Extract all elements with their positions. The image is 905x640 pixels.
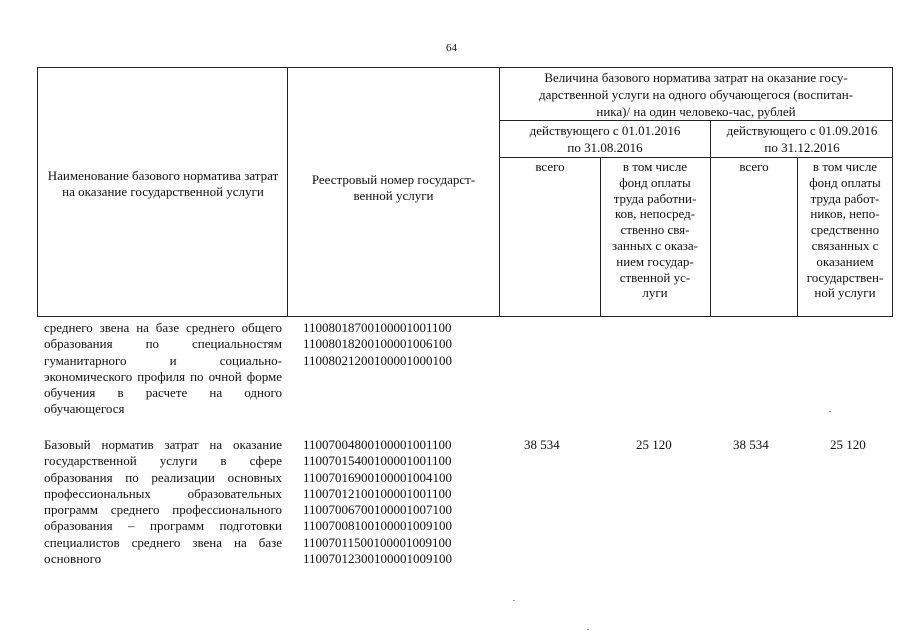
registry-code: 11007016900100001004100 <box>303 469 453 485</box>
registry-code: 11007008100100001009100 <box>303 518 453 534</box>
page-number: 64 <box>446 42 457 54</box>
row-2-incl-period-1: 25 120 <box>636 437 672 452</box>
row-2-name: Базовый норматив затрат на оказание государственной услуги в сфере образования по реализации основных профессиональных образовательных программ среднего профессионального образования – программ подготовки специалистов среднего звена на базе основного <box>44 437 282 567</box>
header-period-2: действующего с 01.09.2016 по 31.12.2016 <box>726 123 878 155</box>
registry-code: 11007015400100001001100 <box>303 453 452 469</box>
registry-code: 11007011500100001009100 <box>303 534 452 550</box>
col-divider-name-registry <box>287 67 288 317</box>
scan-speck <box>513 600 515 601</box>
header-name-column: Наименование базового норматива затрат на оказание государственной услуги <box>47 168 279 199</box>
row-2-total-period-2: 38 534 <box>733 437 769 452</box>
header-total-2: всего <box>739 159 769 174</box>
header-incl-2: в том числе фонд оплаты труда работ- ников, непо- средственно связанных с оказанием государствен- ной услуги <box>806 159 884 301</box>
registry-code: 11007012300100001009100 <box>303 551 453 567</box>
table-top-border <box>37 67 893 68</box>
row-2-incl-period-2: 25 120 <box>830 437 866 452</box>
registry-code: 11007004800100001001100 <box>303 437 452 452</box>
scan-speck <box>829 411 831 412</box>
registry-code: 11008021200100001000100 <box>303 352 453 368</box>
period-divider <box>499 157 893 158</box>
header-registry-column: Реестровый номер государст- венной услуги <box>311 172 476 203</box>
col-divider-periods <box>710 120 711 317</box>
value-group-divider <box>499 120 893 121</box>
header-incl-1: в том числе фонд оплаты труда работни- ков, непосред- ственно свя- занных с оказа- нием государ- ственной ус- луги <box>612 159 698 301</box>
col-divider-registry-values <box>499 67 500 317</box>
header-bottom-border <box>37 316 893 317</box>
registry-code: 11008018700100001001100 <box>303 320 452 335</box>
registry-code: 11007012100100001001100 <box>303 485 452 501</box>
registry-code: 11008018200100001006100 <box>303 336 453 352</box>
row-2-codes <box>303 437 452 567</box>
scan-speck <box>587 629 589 630</box>
row-1-codes <box>303 320 452 369</box>
header-value-group: Величина базового норматива затрат на оказание госу- дарственной услуги на одного обучающегося (воспитан- ника)/ на один человеко-час, рублей <box>538 70 854 119</box>
row-2-total-period-1: 38 534 <box>524 437 560 452</box>
row-1-name: среднего звена на базе среднего общего образования по специальностям гуманитарного и социально-экономического профиля по очной форме обучения в расчете на одного обучающегося <box>44 320 282 417</box>
table-right-border <box>892 67 893 317</box>
header-period-1: действующего с 01.01.2016 по 31.08.2016 <box>529 123 681 155</box>
registry-code: 11007006700100001007100 <box>303 502 453 518</box>
header-total-1: всего <box>535 159 565 174</box>
table-left-border <box>37 67 38 317</box>
